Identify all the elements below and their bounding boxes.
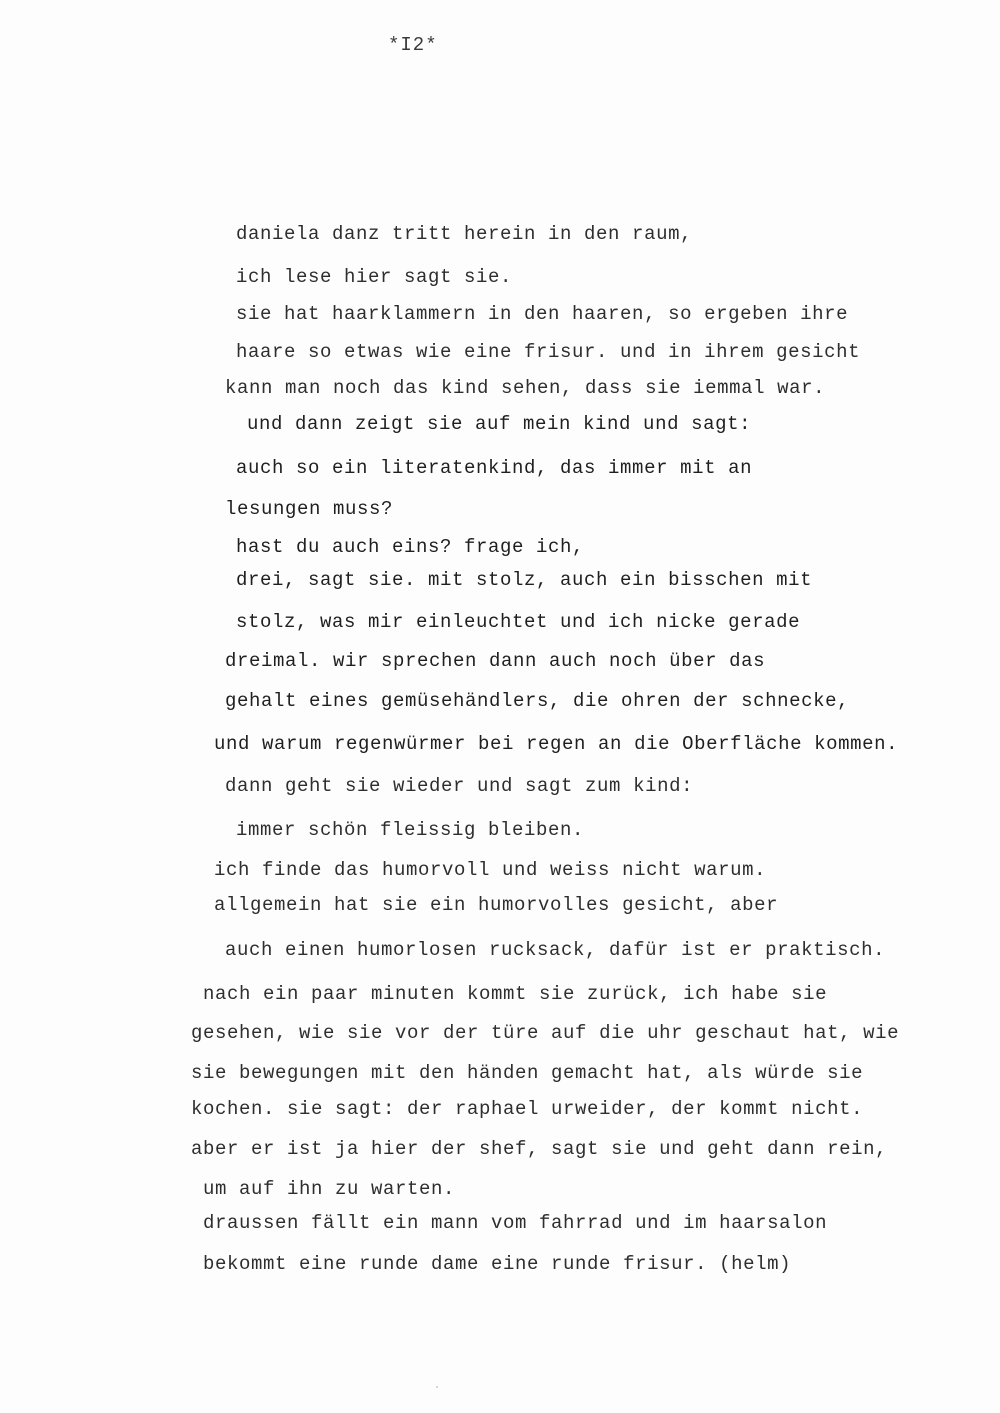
text-line: dreimal. wir sprechen dann auch noch über das [225, 650, 766, 672]
text-line: bekommt eine runde dame eine runde frisur. (helm) [203, 1253, 792, 1275]
text-line: und dann zeigt sie auf mein kind und sagt: [247, 413, 752, 435]
text-line: um auf ihn zu warten. [203, 1178, 456, 1200]
text-line: dann geht sie wieder und sagt zum kind: [225, 775, 694, 797]
page-number: *I2* [388, 34, 438, 56]
paper-speck [436, 1386, 438, 1388]
text-line: sie hat haarklammern in den haaren, so ergeben ihre [236, 303, 849, 325]
text-line: kochen. sie sagt: der raphael urweider, der kommt nicht. [191, 1098, 864, 1120]
text-line: auch einen humorlosen rucksack, dafür ist er praktisch. [225, 939, 886, 961]
text-line: sie bewegungen mit den händen gemacht hat, als würde sie [191, 1062, 864, 1084]
text-line: auch so ein literatenkind, das immer mit an [236, 457, 753, 479]
text-line: daniela danz tritt herein in den raum, [236, 223, 693, 245]
text-line: gesehen, wie sie vor der türe auf die uhr geschaut hat, wie [191, 1022, 900, 1044]
text-line: stolz, was mir einleuchtet und ich nicke gerade [236, 611, 801, 633]
text-line: ich lese hier sagt sie. [236, 266, 513, 288]
text-line: und warum regenwürmer bei regen an die Oberfläche kommen. [214, 733, 899, 755]
text-line: hast du auch eins? frage ich, [236, 536, 585, 558]
text-line: ich finde das humorvoll und weiss nicht warum. [214, 859, 767, 881]
text-line: immer schön fleissig bleiben. [236, 819, 585, 841]
text-line: haare so etwas wie eine frisur. und in ihrem gesicht [236, 341, 861, 363]
text-line: gehalt eines gemüsehändlers, die ohren der schnecke, [225, 690, 850, 712]
text-line: nach ein paar minuten kommt sie zurück, ich habe sie [203, 983, 828, 1005]
text-line: lesungen muss? [225, 498, 394, 520]
text-line: drei, sagt sie. mit stolz, auch ein bisschen mit [236, 569, 813, 591]
text-line: draussen fällt ein mann vom fahrrad und im haarsalon [203, 1212, 828, 1234]
text-line: aber er ist ja hier der shef, sagt sie und geht dann rein, [191, 1138, 888, 1160]
text-line: allgemein hat sie ein humorvolles gesicht, aber [214, 894, 779, 916]
text-line: kann man noch das kind sehen, dass sie iemmal war. [225, 377, 826, 399]
